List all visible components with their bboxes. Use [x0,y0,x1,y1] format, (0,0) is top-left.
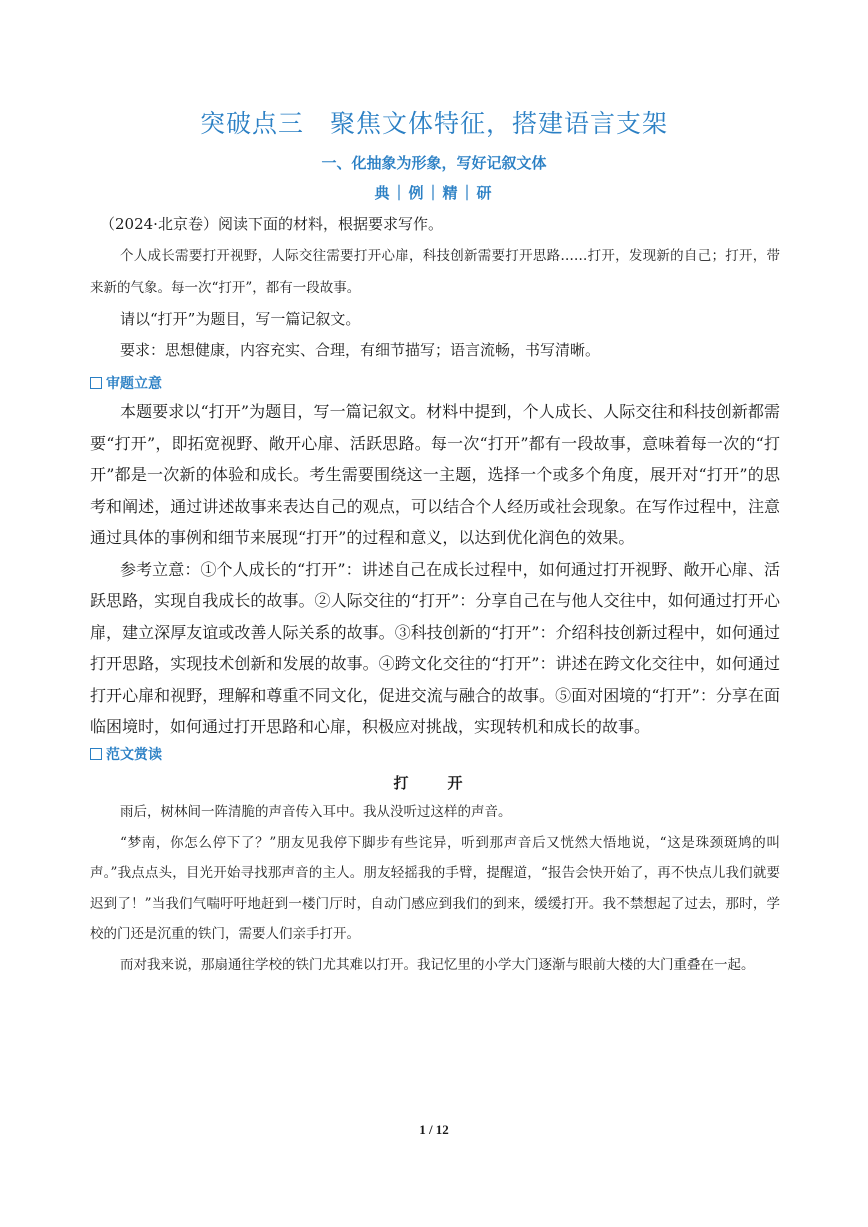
prompt-source: （2024·北京卷）阅读下面的材料，根据要求写作。 [100,215,443,233]
prompt-material: 个人成长需要打开视野，人际交往需要打开心扉，科技创新需要打开思路……打开，发现新的自己；打开，带来新的气象。每一次“打开”，都有一段故事。 [90,248,780,296]
essay-block [90,797,780,980]
square-icon [90,377,102,389]
essay-title: 打 开 [393,774,475,792]
prompt-task: 请以“打开”为题目，写一篇记叙文。 [120,310,361,328]
page-title: 突破点三 聚焦文体特征，搭建语言支架 [199,109,668,138]
analysis-paragraph-1: 本题要求以“打开”为题目，写一篇记叙文。材料中提到，个人成长、人际交往和科技创新都需要“打开”，即拓宽视野、敞开心扉、活跃思路。每一次“打开”都有一段故事，意味着每一次的“打开”都是一次新的体验和成长。考生需要围绕这一主题，选择一个或多个角度，展开对“打开”的思考和阐述，通过讲述故事来表达自己的观点，可以结合个人经历或社会现象。在写作过程中，注意通过具体的事例和细节来展现“打开”的过程和意义，以达到优化润色的效果。 [90,402,780,547]
essay-heading [90,744,162,764]
essay-paragraph-3: 而对我来说，那扇通往学校的铁门尤其难以打开。我记忆里的小学大门逐渐与眼前大楼的大门重叠在一起。 [120,956,755,973]
prompt-requirements: 要求：思想健康，内容充实、合理，有细节描写；语言流畅，书写清晰。 [120,341,601,359]
essay-paragraph-2: “梦南，你怎么停下了？”朋友见我停下脚步有些诧异，听到那声音后又恍然大悟地说，“这是珠颈斑鸠的叫声。”我点点头，目光开始寻找那声音的主人。朋友轻摇我的手臂，提醒道，“报告会快开始了，再不快点儿我们就要迟到了！”当我们气喘吁吁地赶到一楼门厅时，自动门感应到我们的到来，缓缓打开。我不禁想起了过去，那时，学校的门还是沉重的铁门，需要人们亲手打开。 [90,834,780,942]
essay-paragraph-1: 雨后，树林间一阵清脆的声音传入耳中。我从没听过这样的声音。 [120,804,512,820]
essay-heading-label: 范文赏读 [106,747,162,763]
analysis-paragraph-2: 参考立意：①个人成长的“打开”：讲述自己在成长过程中，如何通过打开视野、敞开心扉、活跃思路，实现自我成长的故事。②人际交往的“打开”：分享自己在与他人交往中，如何通过打开心扉，建立深厚友谊或改善人际关系的故事。③科技创新的“打开”：介绍科技创新过程中，如何通过打开思路，实现技术创新和发展的故事。④跨文化交往的“打开”：讲述在跨文化交往中，如何通过打开心扉和视野，理解和尊重不同文化，促进交流与融合的故事。⑤面对困境的“打开”：分享在面临困境时，如何通过打开思路和心扉，积极应对挑战，实现转机和成长的故事。 [90,559,780,736]
square-icon [90,748,102,760]
section-tag: 典｜例｜精｜研 [374,184,494,202]
analysis-block [90,396,780,743]
analysis-heading-label: 审题立意 [106,376,162,392]
section-subtitle: 一、化抽象为形象，写好记叙文体 [321,154,547,172]
analysis-heading [90,373,162,393]
page-number: 1 / 12 [419,1122,449,1137]
prompt-block [90,209,780,366]
